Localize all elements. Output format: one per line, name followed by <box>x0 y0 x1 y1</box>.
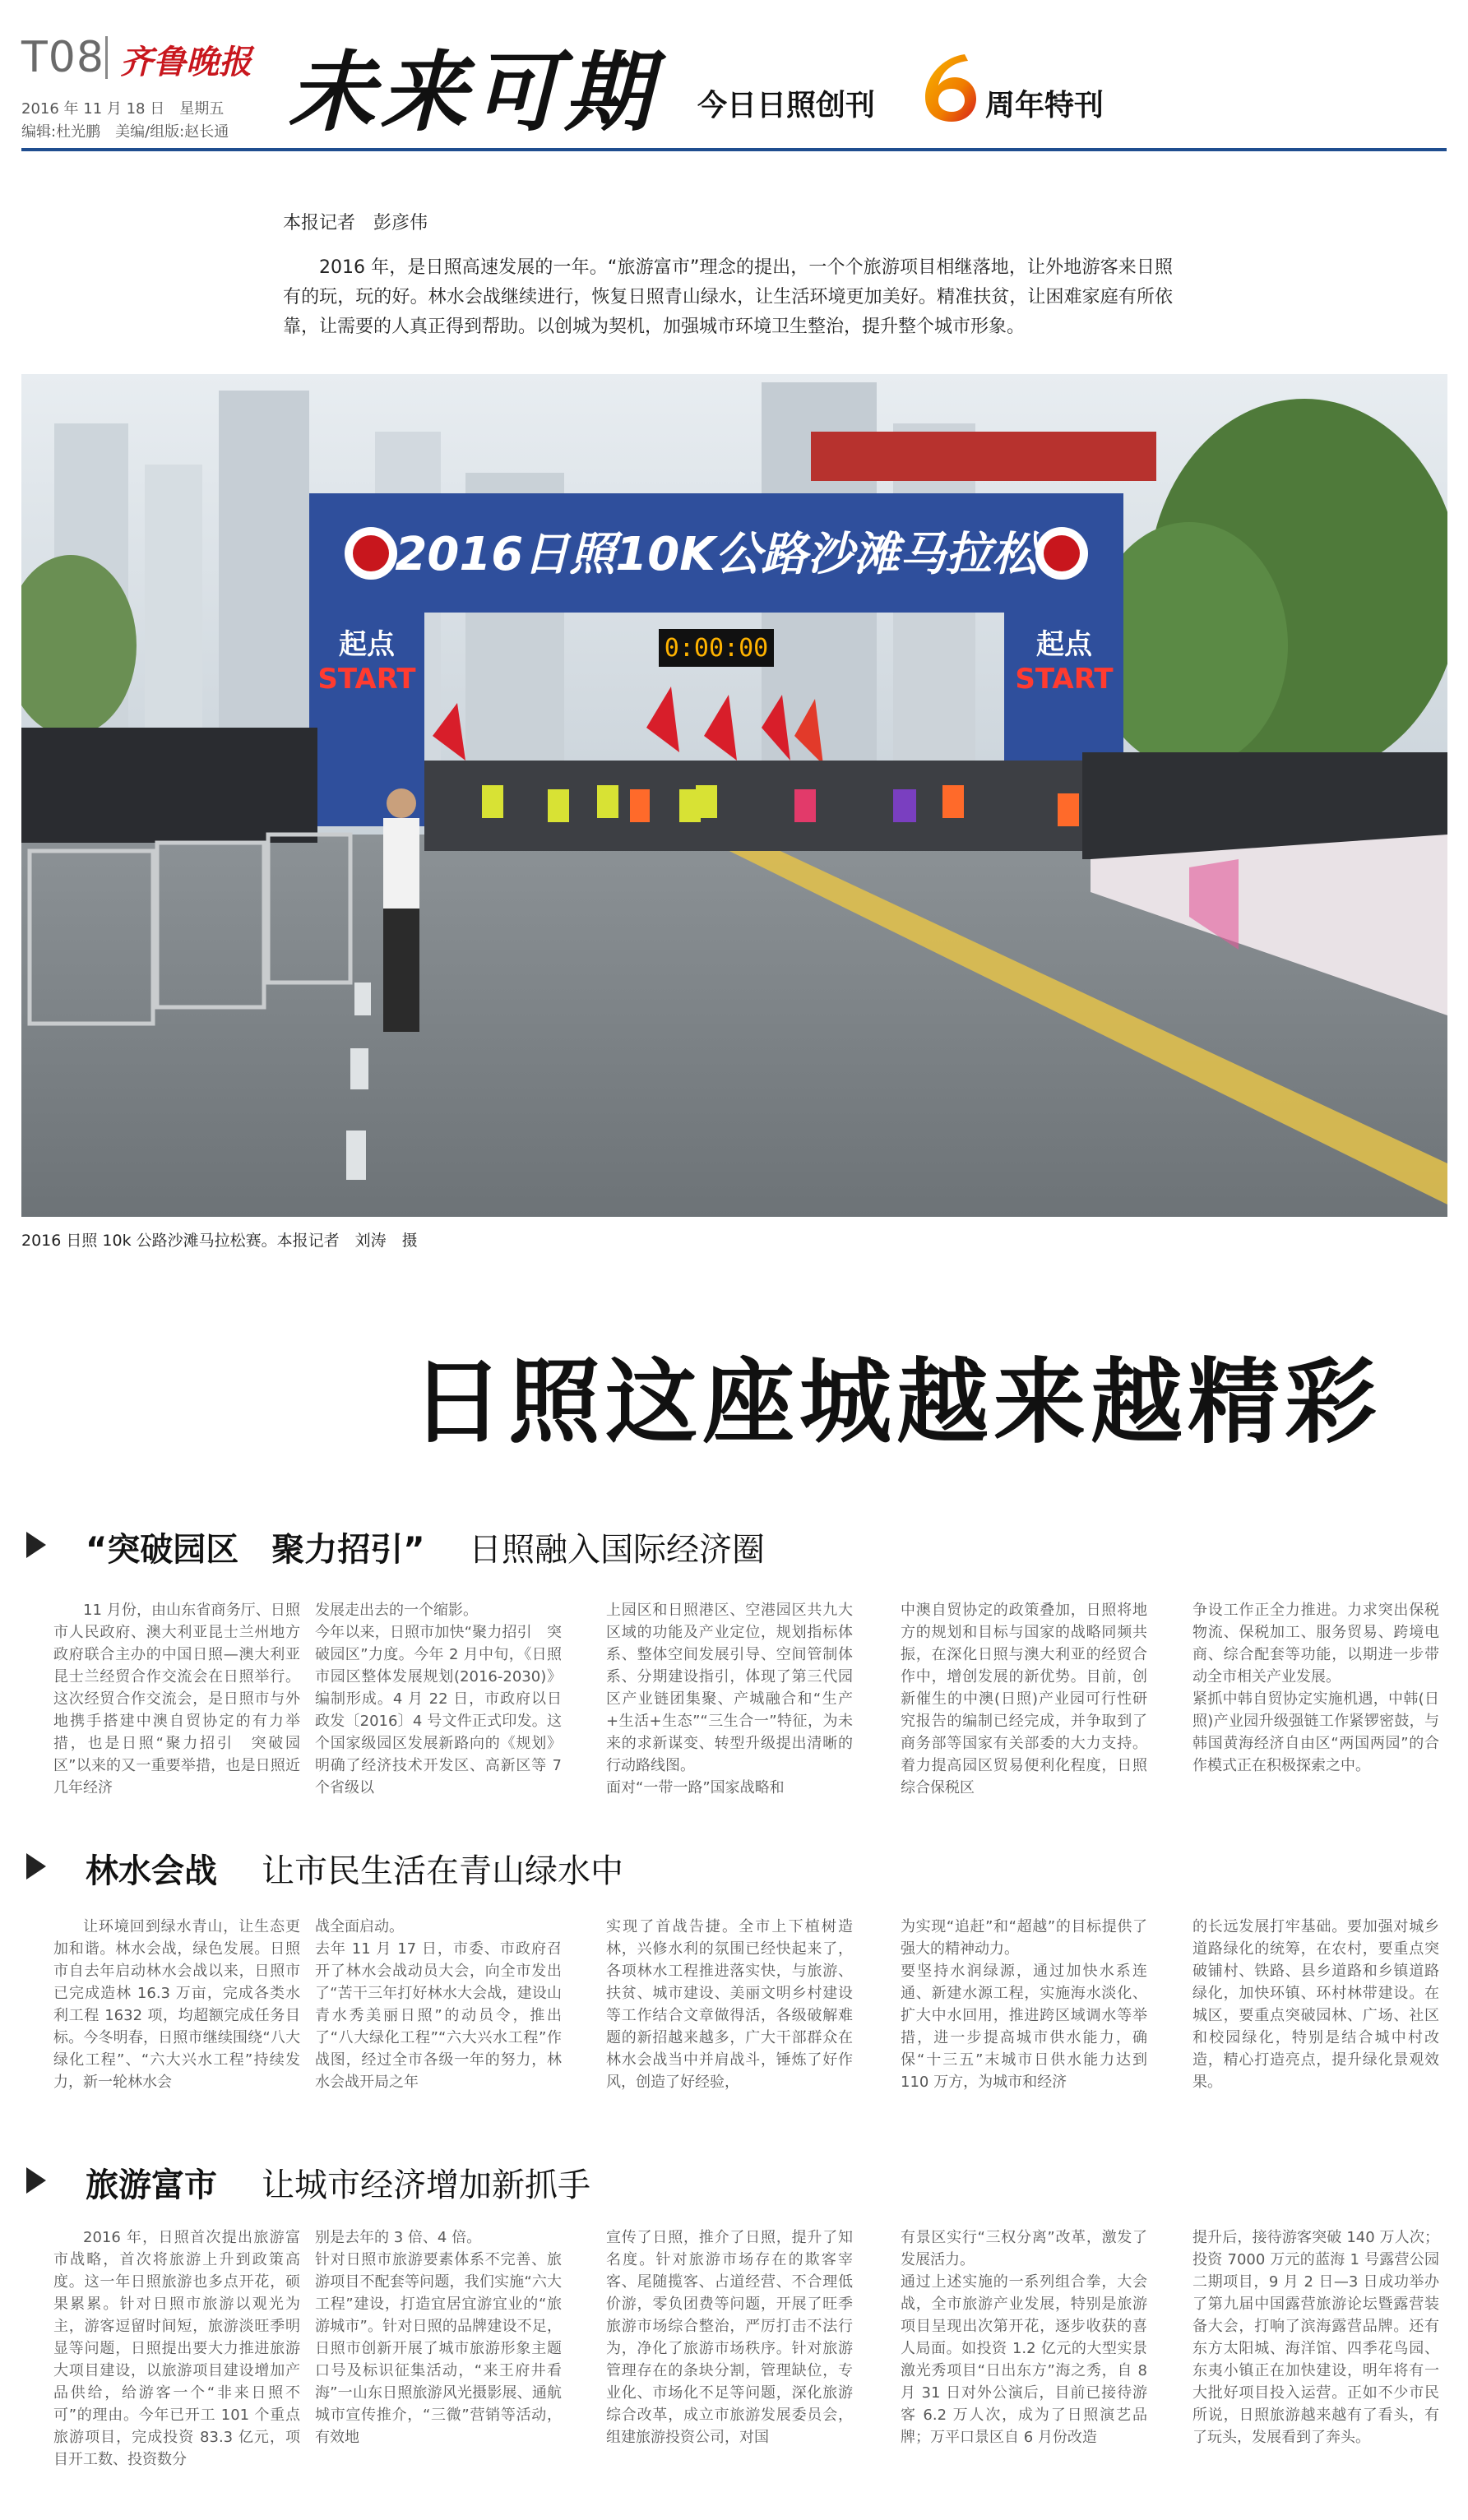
section-3-title: 旅游富市 <box>86 2166 217 2204</box>
section-1-column-2 <box>315 1599 562 1799</box>
arch-start-cn-left: 起点 <box>339 628 395 661</box>
section-3-subtitle: 让城市经济增加新抓手 <box>262 2166 590 2204</box>
section-3-column-4 <box>901 2226 1147 2448</box>
section-1-column-1 <box>53 1599 300 1799</box>
column-text: 11 月份，由山东省商务厅、日照市人民政府、澳大利亚昆士兰州地方政府联合主办的中国日照—澳大利亚昆士兰经贸合作交流会在日照举行。这次经贸合作交流会，是日照市与外地携手搭建中澳自贸协定的有力举措，也是日照“聚力招引 突破园区”以来的又一重要举措，也是日照近几年经济 <box>53 1602 300 1796</box>
column-text: 2016 年，日照首次提出旅游富市战略，首次将旅游上升到政策高度。这一年日照旅游也多点开花，硕果累累。针对日照市旅游以观光为主，游客逗留时间短，旅游淡旺季明显等问题，日照提出要大力推进旅游大项目建设，以旅游项目建设增加产品供给，给游客一个“非来日照不可”的理由。今年已开工 101 个重点旅游项目，完成投资 83.3 亿元，项目开工数、投资数分 <box>53 2229 300 2468</box>
column-text: 有景区实行“三权分离”改革，激发了发展活力。 通过上述实施的一系列组合拳，大会战，全市旅游产业发展，特别是旅游项目呈现出次第开花，逐步收获的喜人局面。如投资 1.2 亿元的大型实景激光秀项目“日出东方”海之秀，自 8 月 31 日对外公演后，目前已接待游客 6.2 万人次，成为了日照演艺品牌；万平口景区自 6 月份改造 <box>901 2229 1147 2446</box>
section-3-arrow-icon <box>26 2167 46 2194</box>
section-1-column-4 <box>901 1599 1147 1799</box>
intro-paragraph: 2016 年，是日照高速发展的一年。“旅游富市”理念的提出，一个个旅游项目相继落地，让外地游客来日照有的玩，玩的好。林水会战继续进行，恢复日照青山绿水，让生活环境更加美好。精准扶贫，让困难家庭有所依靠，让需要的人真正得到帮助。以创城为契机，加强城市环境卫生整治，提升整个城市形象。 <box>283 257 1173 337</box>
arch-start-en-right: START <box>1015 663 1114 696</box>
special-issue-slogan: 未来可期 <box>288 40 656 143</box>
section-2-column-3 <box>606 1916 853 2093</box>
anniversary-label-suffix: 周年特刊 <box>985 89 1104 123</box>
column-text: 战全面启动。 去年 11 月 17 日，市委、市政府召开了林水会战动员大会，向全市发出了“苦干三年打好林水大会战，建设山青水秀美丽日照”的动员令，推出了“八大绿化工程”“六大兴水工程”作战图，经过全市各级一年的努力，林水会战开局之年 <box>315 1918 562 2091</box>
editor-credits: 编辑:杜光鹏 美编/组版:赵长通 <box>21 123 229 141</box>
section-2-arrow-icon <box>26 1853 46 1880</box>
anniversary-label-prefix: 今日日照创刊 <box>697 89 876 123</box>
section-1-subtitle: 日照融入国际经济圈 <box>469 1531 765 1569</box>
page-number-divider <box>105 36 108 79</box>
masthead-rule <box>21 148 1447 151</box>
column-text: 发展走出去的一个缩影。 今年以来，日照市加快“聚力招引 突破园区”力度。今年 2 月中旬，《日照市园区整体发展规划(2016-2030)》编制形成。4 月 22 日，市政府以日政发〔2016〕4 号文件正式印发。这个国家级园区发展新路向的《规划》明确了经济技术开发区、高新区等 7 个省级以 <box>315 1602 562 1796</box>
section-2-column-2 <box>315 1916 562 2093</box>
section-1-column-3 <box>606 1599 853 1799</box>
anniversary-number-logo <box>917 49 984 125</box>
photo-caption: 2016 日照 10k 公路沙滩马拉松赛。本报记者 刘涛 摄 <box>21 1232 418 1250</box>
section-3-column-3 <box>606 2226 853 2448</box>
section-3-column-1 <box>53 2226 300 2471</box>
main-headline: 日照这座城越来越精彩 <box>411 1349 1382 1456</box>
section-2-title: 林水会战 <box>86 1852 217 1890</box>
race-timer: 0:00:00 <box>664 634 769 663</box>
arch-banner-title: 2016日照10K公路沙滩马拉松 <box>395 528 1038 581</box>
column-text: 实现了首战告捷。全市上下植树造林，兴修水利的氛围已经快起来了，各项林水工程推进落实快，与旅游、扶贫、城市建设、美丽文明乡村建设等工作结合文章做得活，各级破解难题的新招越来越多，广大干部群众在林水会战当中并肩战斗，锤炼了好作风，创造了好经验， <box>606 1918 853 2091</box>
arch-start-cn-right: 起点 <box>1036 628 1092 661</box>
section-2-column-5 <box>1192 1916 1439 2093</box>
column-text: 中澳自贸协定的政策叠加，日照将地方的规划和目标与国家的战略同频共振，在深化日照与澳大利亚的经贸合作中，增创发展的新优势。目前，创新催生的中澳(日照)产业园可行性研究报告的编制已经完成，并争取到了商务部等国家有关部委的大力支持。着力提高园区贸易便利化程度，日照综合保税区 <box>901 1602 1147 1796</box>
page-number: T08 <box>21 33 104 82</box>
marathon-start-photo <box>21 374 1447 1217</box>
section-3-column-2 <box>315 2226 562 2448</box>
arch-start-en-left: START <box>317 663 416 696</box>
reporter-byline: 本报记者 彭彦伟 <box>283 213 428 234</box>
section-2-subtitle: 让市民生活在青山绿水中 <box>262 1852 623 1890</box>
anniversary-number: 6 <box>951 108 952 109</box>
section-1-arrow-icon <box>26 1532 46 1558</box>
column-text: 别是去年的 3 倍、4 倍。 针对日照市旅游要素体系不完善、旅游项目不配套等问题，我们实施“六大工程”建设，打造宜居宜游宜业的“旅游城市”。针对日照的品牌建设不足，日照市创新开展了城市旅游形象主题口号及标识征集活动，“来王府井看海”一山东日照旅游风光摄影展、通航城市宣传推介，“三微”营销等活动，有效地 <box>315 2229 562 2446</box>
column-text: 让环境回到绿水青山，让生态更加和谐。林水会战，绿色发展。日照市自去年启动林水会战以来，日照市已完成造林 16.3 万亩，完成各类水利工程 1632 项，均超额完成任务目标。今冬明春，日照市继续围绕“八大绿化工程”、“六大兴水工程”持续发力，新一轮林水会 <box>53 1918 300 2091</box>
newspaper-logo: 齐鲁晚报 <box>120 43 252 81</box>
column-text: 争设工作正全力推进。力求突出保税物流、保税加工、服务贸易、跨境电商、综合配套等功能，以期进一步带动全市相关产业发展。 紧抓中韩自贸协定实施机遇，中韩(日照)产业园升级强链工作紧锣密鼓，与韩国黄海经济自由区“两国两园”的合作模式正在积极探索之中。 <box>1192 1602 1439 1774</box>
column-text: 提升后，接待游客突破 140 万人次；投资 7000 万元的蓝海 1 号露营公园二期项目，9 月 2 日—3 日成功举办了第九届中国露营旅游论坛暨露营装备大会，打响了滨海露营品牌。还有东方太阳城、海洋馆、四季花鸟园、东夷小镇正在加快建设，明年将有一大批好项目投入运营。正如不少市民所说，日照旅游越来越有了看头，有了玩头，发展看到了奔头。 <box>1192 2229 1439 2446</box>
column-text: 宣传了日照，推介了日照，提升了知名度。针对旅游市场存在的欺客宰客、尾随揽客、占道经营、不合理低价游，零负团费等问题，开展了旺季旅游市场综合整治，严厉打击不法行为，净化了旅游市场秩序。针对旅游管理存在的条块分割，管理缺位，专业化、市场化不足等问题，深化旅游综合改革，成立市旅游发展委员会，组建旅游投资公司，对国 <box>606 2229 853 2446</box>
section-2-column-4 <box>901 1916 1147 2093</box>
section-1-column-5 <box>1192 1599 1439 1777</box>
column-text: 的长远发展打牢基础。要加强对城乡道路绿化的统筹，在农村，要重点突破铺村、铁路、县乡道路和乡镇道路绿化，加快环镇、环村林带建设。在城区，要重点突破园林、广场、社区和校园绿化，特别是结合城中村改造，精心打造亮点，提升绿化景观效果。 <box>1192 1918 1439 2091</box>
section-3-column-5 <box>1192 2226 1439 2448</box>
column-text: 上园区和日照港区、空港园区共九大区域的功能及产业定位，规划指标体系、整体空间发展引导、空间管制体系、分期建设指引，体现了第三代园区产业链团集聚、产城融合和“生产+生活+生态”“三生合一”特征，为未来的求新谋变、转型升级提出清晰的行动路线图。 面对“一带一路”国家战略和 <box>606 1602 853 1796</box>
issue-date: 2016 年 11 月 18 日 星期五 <box>21 100 225 118</box>
column-text: 为实现“追赶”和“超越”的目标提供了强大的精神动力。 要坚持水润绿源，通过加快水系连通、新建水源工程，实施海水淡化、扩大中水回用，推进跨区域调水等举措，进一步提高城市供水能力，确保“十三五”末城市日供水能力达到 110 万方，为城市和经济 <box>901 1918 1147 2091</box>
section-2-column-1 <box>53 1916 300 2093</box>
section-1-title: “突破园区 聚力招引” <box>86 1531 425 1569</box>
